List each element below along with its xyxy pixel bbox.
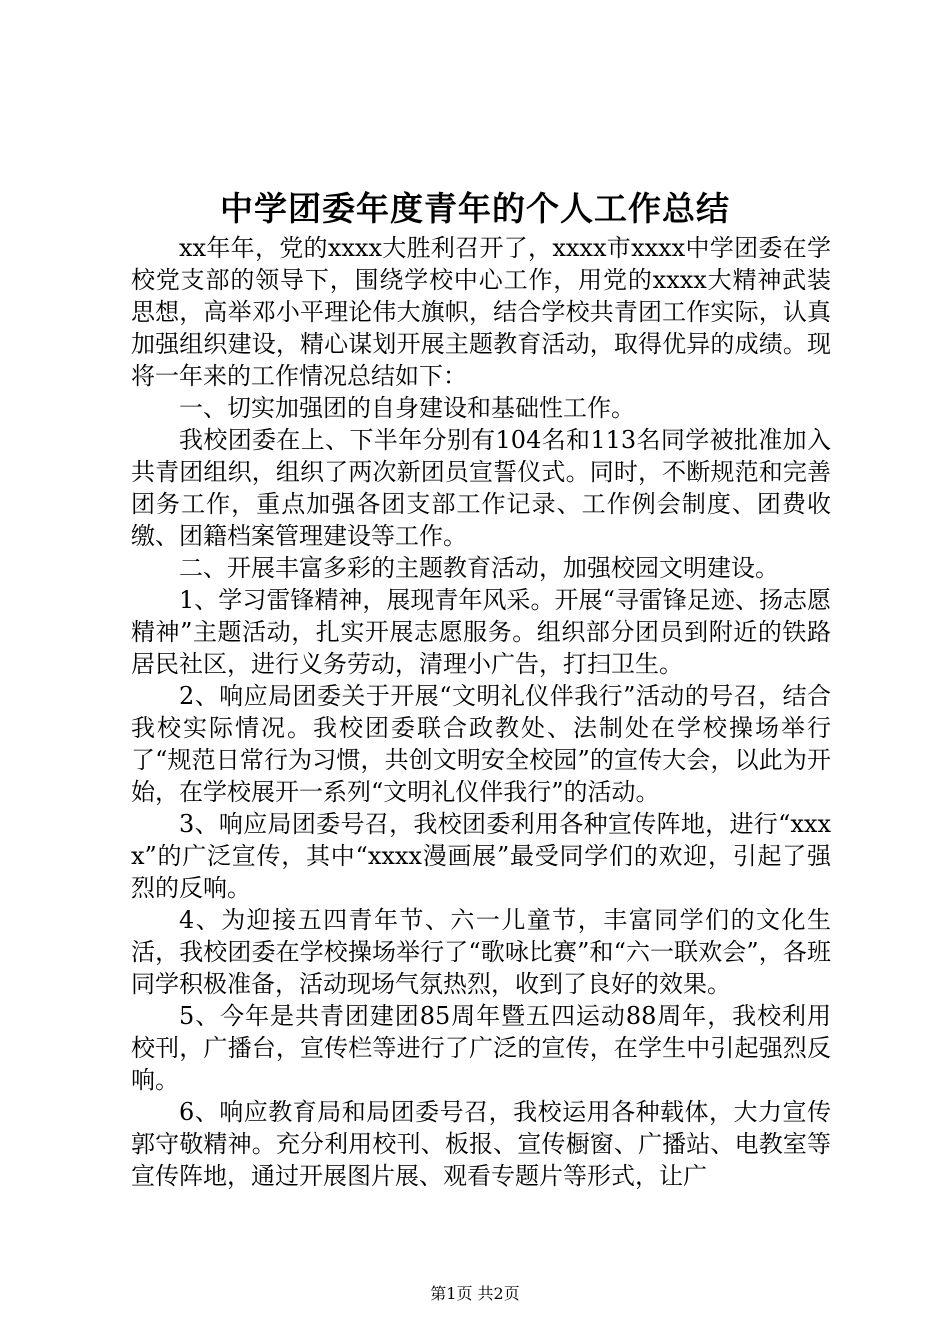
paragraph-item-6: 6、响应教育局和局团委号召，我校运用各种载体，大力宣传郭守敬精神。充分利用校刊、板报、宣传橱窗、广播站、电教室等宣传阵地，通过开展图片展、观看专题片等形式，让广 (131, 1098, 831, 1190)
page-footer: 第1页 共2页 (430, 1284, 520, 1303)
paragraph-item-2: 2、响应局团委关于开展“文明礼仪伴我行”活动的号召，结合我校实际情况。我校团委联合政教处、法制处在学校操场举行了“规范日常行为习惯，共创文明安全校园”的宣传大会，以此为开始，在学校展开一系列“文明礼仪伴我行”的活动。 (131, 682, 831, 806)
heading-section-2: 二、开展丰富多彩的主题教育活动，加强校园文明建设。 (179, 554, 779, 582)
paragraph-section-1: 我校团委在上、下半年分别有104名和113名同学被批准加入共青团组织，组织了两次新团员宣誓仪式。同时，不断规范和完善团务工作，重点加强各团支部工作记录、工作例会制度、团费收缴、团籍档案管理建设等工作。 (131, 426, 831, 550)
heading-section-1: 一、切实加强团的自身建设和基础性工作。 (179, 394, 635, 422)
paragraph-item-1: 1、学习雷锋精神，展现青年风采。开展“寻雷锋足迹、扬志愿精神”主题活动，扎实开展志愿服务。组织部分团员到附近的铁路居民社区，进行义务劳动，清理小广告，打扫卫生。 (131, 586, 831, 678)
paragraph-item-3: 3、响应局团委号召，我校团委利用各种宣传阵地，进行“xxxx”的广泛宣传，其中“xxxx漫画展”最受同学们的欢迎，引起了强烈的反响。 (131, 810, 831, 902)
document-body (131, 232, 831, 1192)
paragraph-item-5: 5、今年是共青团建团85周年暨五四运动88周年，我校利用校刊，广播台，宣传栏等进行了广泛的宣传，在学生中引起强烈反响。 (131, 1002, 831, 1094)
paragraph-intro: xx年年，党的xxxx大胜利召开了，xxxx市xxxx中学团委在学校党支部的领导下，围绕学校中心工作，用党的xxxx大精神武装思想，高举邓小平理论伟大旗帜，结合学校共青团工作实际，认真加强组织建设，精心谋划开展主题教育活动，取得优异的成绩。现将一年来的工作情况总结如下： (131, 234, 831, 390)
paragraph-item-4: 4、为迎接五四青年节、六一儿童节，丰富同学们的文化生活，我校团委在学校操场举行了“歌咏比赛”和“六一联欢会”，各班同学积极准备，活动现场气氛热烈，收到了良好的效果。 (131, 906, 831, 998)
document-title: 中学团委年度青年的个人工作总结 (220, 189, 730, 228)
